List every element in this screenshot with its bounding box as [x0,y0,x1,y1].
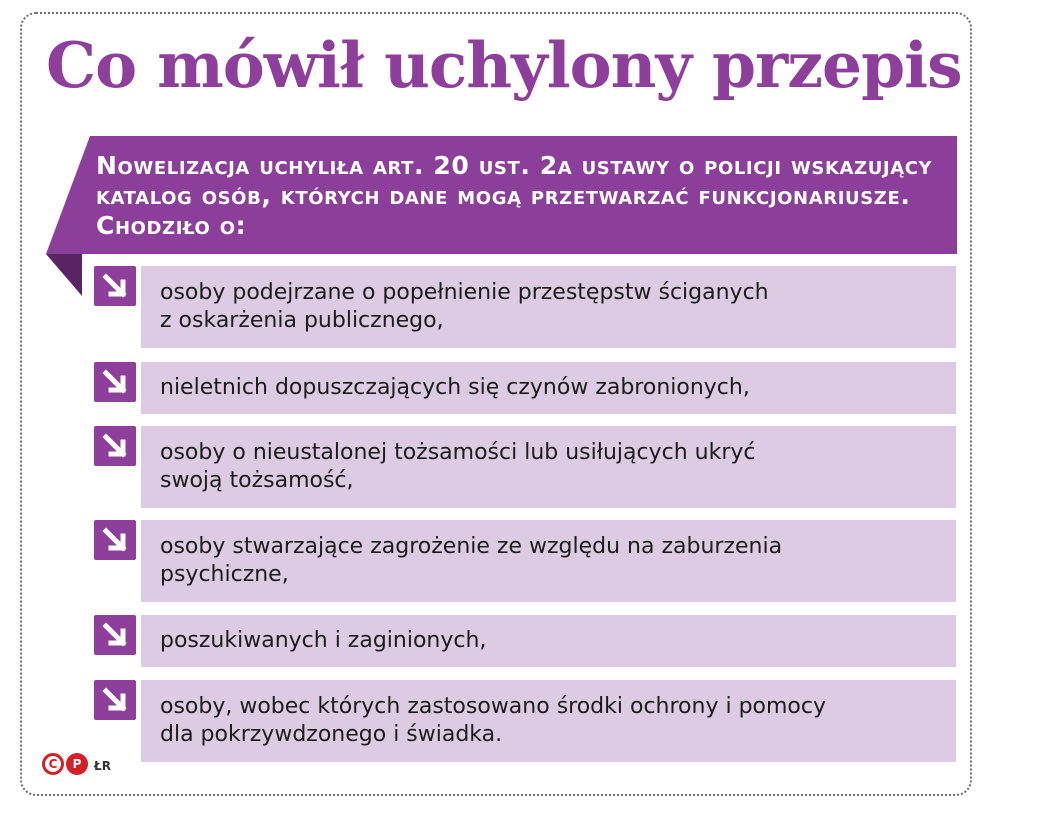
logo-c-mark: C [42,753,64,775]
list-item-text: osoby podejrzane o popełnienie przestępstw ściganych z oskarżenia publicznego, [160,280,769,333]
page-title: Co mówił uchylony przepis [46,28,962,102]
author-initials: ŁR [94,759,111,773]
publisher-logo [42,753,88,775]
arrow-down-right-icon [94,615,136,655]
list-item [141,426,956,508]
list-item [141,266,956,348]
intro-text: Nowelizacja uchyliła art. 20 ust. 2a ustawy o policji wskazujący katalog osób, których dane mogą przetwarzać funkcjonariusze. Chodziło o: [96,151,933,240]
arrow-down-right-icon [94,680,136,720]
list-item-text: nieletnich dopuszczających się czynów zabronionych, [160,375,750,400]
list-item-text: osoby, wobec których zastosowano środki ochrony i pomocy dla pokrzywdzonego i świadka. [160,694,826,747]
list-item-text: osoby stwarzające zagrożenie ze względu na zaburzenia psychiczne, [160,534,783,587]
logo-p-mark: P [66,753,88,775]
list-item [141,680,956,762]
arrow-down-right-icon [94,266,136,306]
list-item [141,362,956,414]
list-item [141,615,956,667]
list-item-text: poszukiwanych i zaginionych, [160,628,487,653]
arrow-down-right-icon [94,362,136,402]
list-item-text: osoby o nieustalonej tożsamości lub usiłujących ukryć swoją tożsamość, [160,440,756,493]
list-item [141,520,956,602]
arrow-down-right-icon [94,520,136,560]
arrow-down-right-icon [94,426,136,466]
